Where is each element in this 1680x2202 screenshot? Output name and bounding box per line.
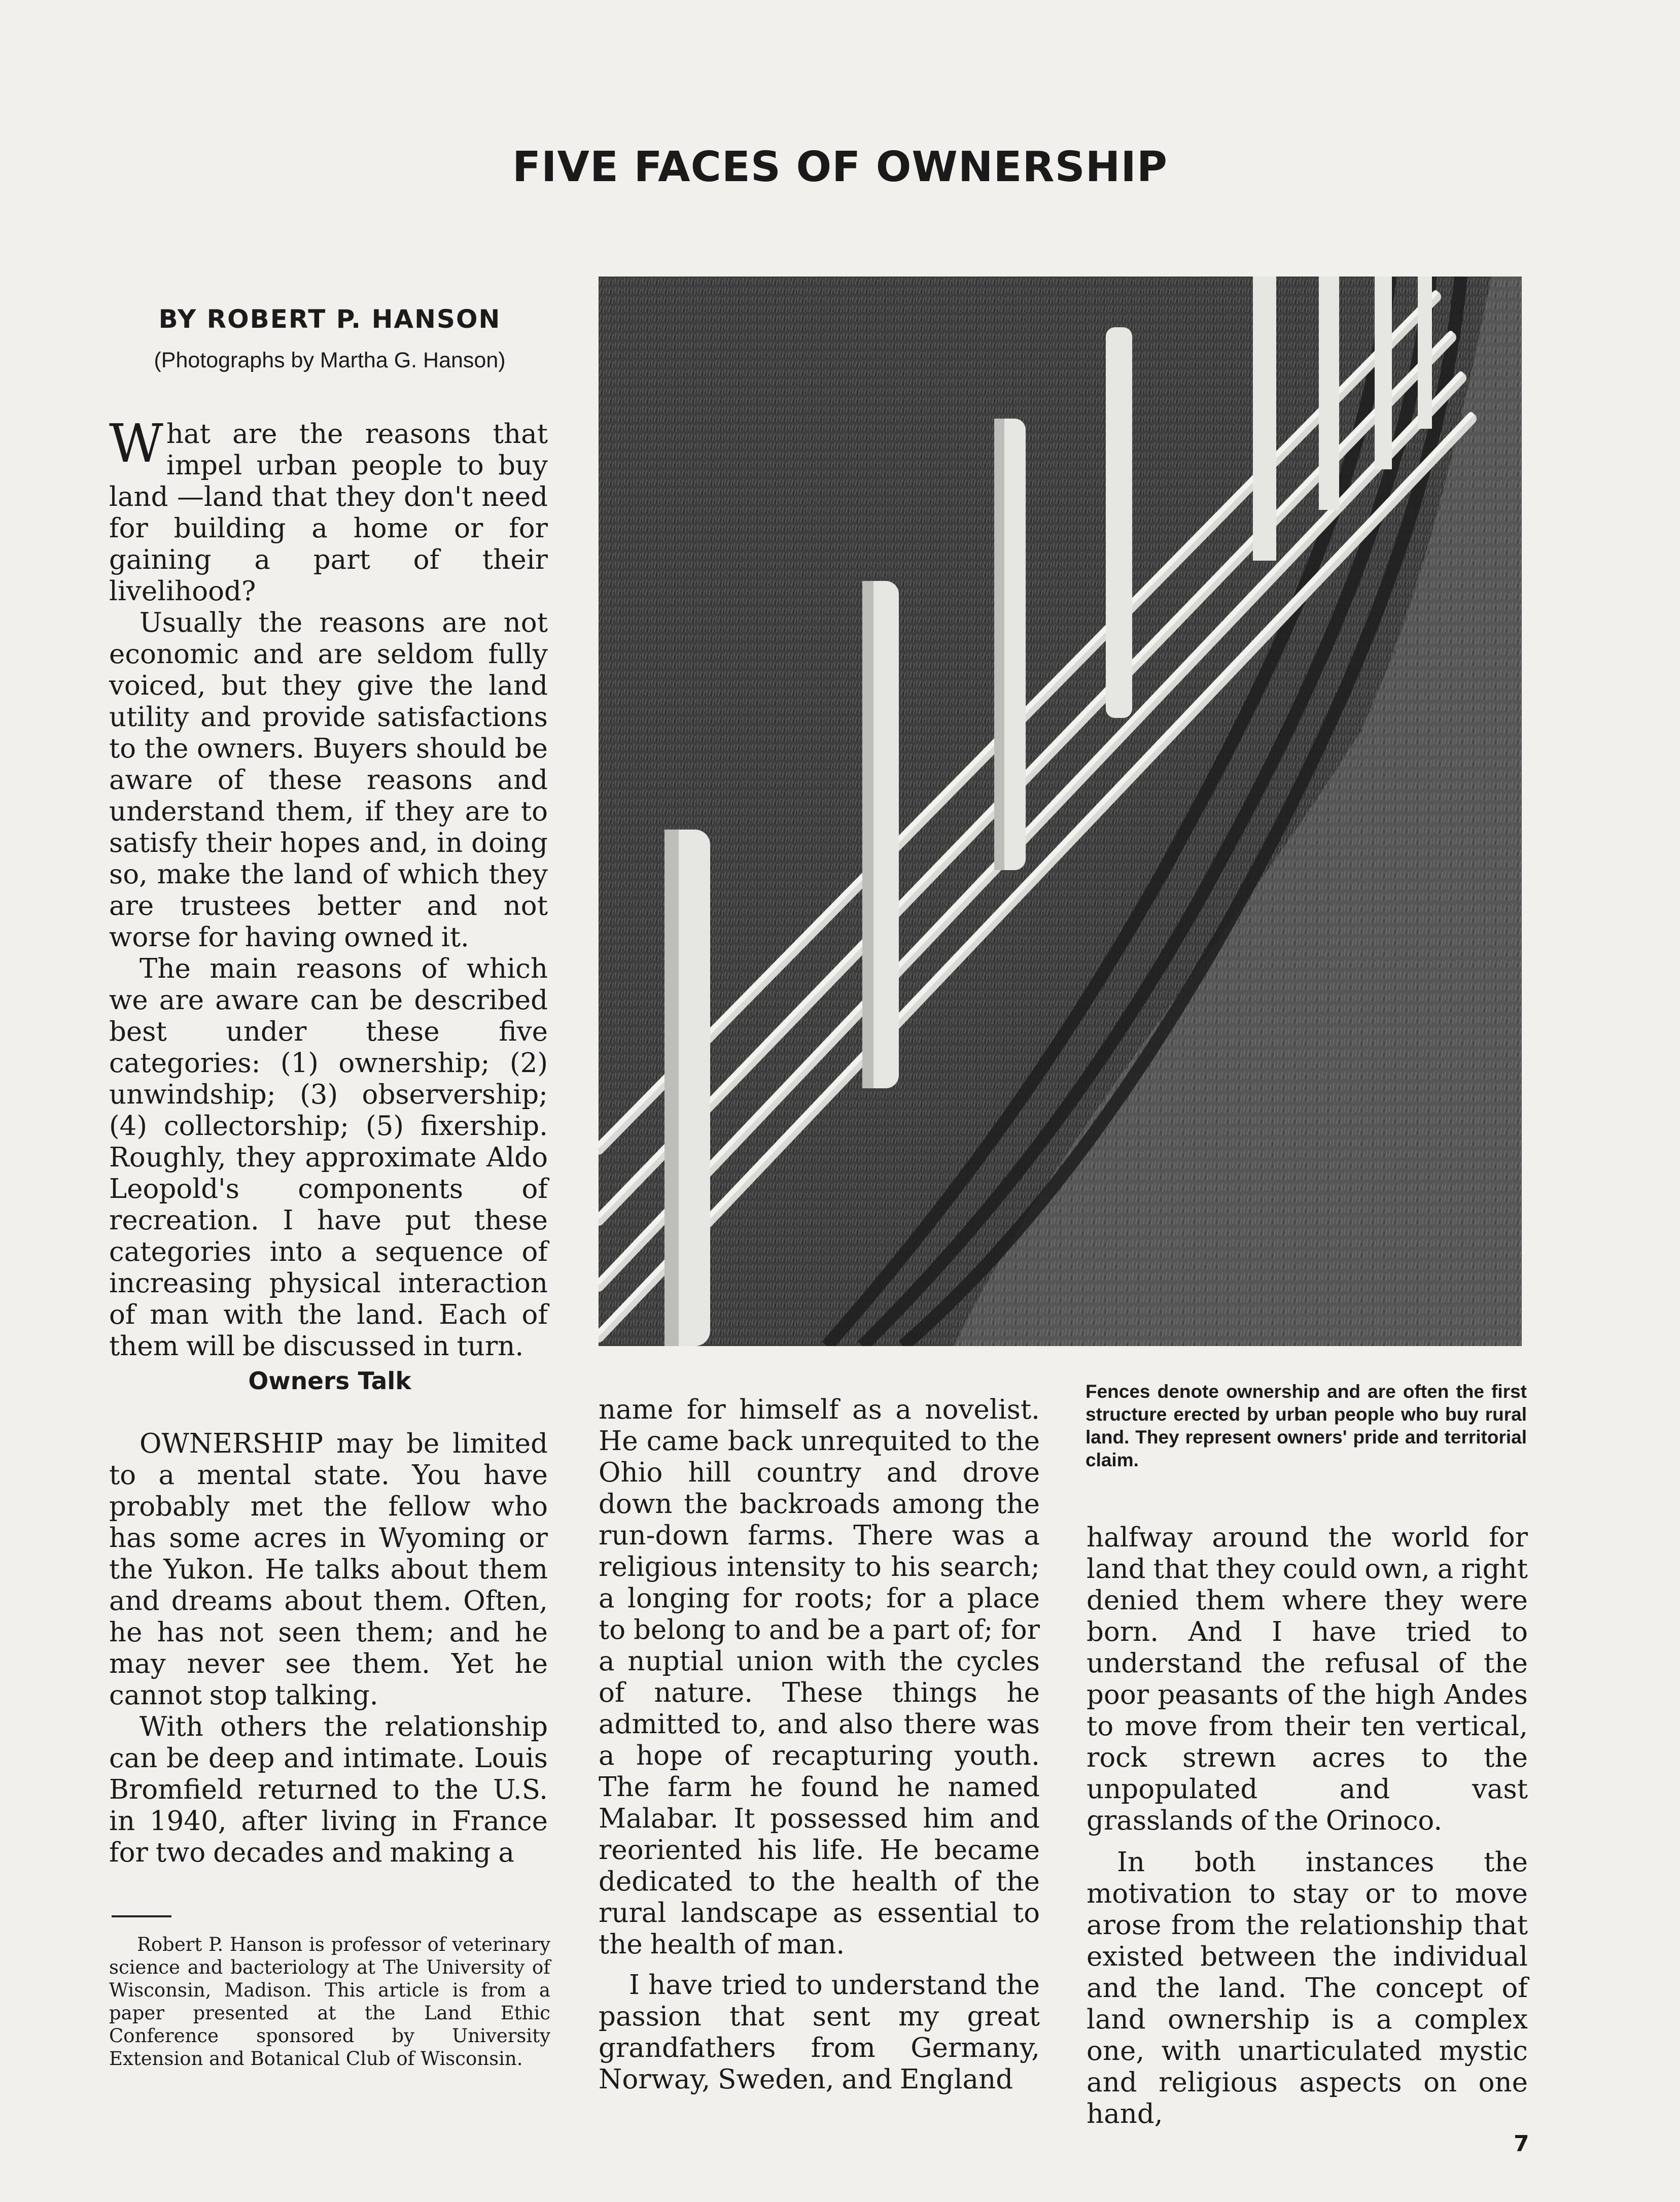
paragraph: halfway around the world for land that they could own, a right denied them where they were born. And I have tried to understand the refusal of the poor peasants of the high Andes to move from their ten vertical, rock strewn acres to the unpopulated and vast grasslands of the Orinoco. xyxy=(1087,1522,1528,1836)
footnote-text: Robert P. Hanson is professor of veterinary science and bacteriology at The University of Wisconsin, Madison. This article is from a paper presented at the Land Ethic Conference sponsored by University Extension and Botanical Club of Wisconsin. xyxy=(109,1934,550,2070)
fence-photo-icon xyxy=(599,277,1522,1346)
column-1-intro xyxy=(109,412,548,1362)
paragraph: With others the relationship can be deep and intimate. Louis Bromfield returned to the U.S. in 1940, after living in France for two decades and making a xyxy=(109,1711,548,1868)
paragraph: In both instances the motivation to stay or to move arose from the relationship that existed between the individual and the land. The concept of land ownership is a complex one, with unarticulated mystic and religious aspects on one hand, xyxy=(1087,1847,1528,2129)
drop-cap: W xyxy=(109,412,163,474)
footnote xyxy=(109,1933,550,2070)
footnote-rule xyxy=(112,1915,171,1917)
column-1-section xyxy=(109,1428,548,1869)
paragraph: Usually the reasons are not economic and are seldom fully voiced, but they give the land utility and provide satisfactions to the owners. Buyers should be aware of these reasons and understand them, if they are to satisfy their hopes and, in doing so, make the land of which they are trustees better and not worse for having owned it. xyxy=(109,607,548,953)
column-3 xyxy=(1087,1522,1528,2130)
column-2 xyxy=(599,1394,1040,2095)
page-number: 7 xyxy=(1514,2131,1529,2157)
section-heading: Owners Talk xyxy=(248,1367,411,1395)
paragraph: OWNERSHIP may be limited to a mental state. You have probably met the fellow who has some acres in Wyoming or the Yukon. He talks about them and dreams about them. Often, he has not seen them; and he may never see them. Yet he cannot stop talking. xyxy=(109,1428,548,1711)
paragraph: name for himself as a novelist. He came back unrequited to the Ohio hill country and drove down the backroads among the run-down farms. There was a religious intensity to his search; a longing for roots; for a place to belong to and be a part of; for a nuptial union with the cycles of nature. These things he admitted to, and also there was a hope of recapturing youth. The farm he found he named Malabar. It possessed him and reoriented his life. He became dedicated to the health of the rural landscape as essential to the health of man. xyxy=(599,1394,1040,1960)
paragraph: I have tried to understand the passion that sent my great grandfathers from Germany, Norway, Sweden, and England xyxy=(599,1970,1040,2095)
paragraph: The main reasons of which we are aware can be described best under these five categories: (1) ownership; (2) unwindship; (3) observership; (4) collectorship; (5) fixership. Roughly, they approximate Aldo Leopold's components of recreation. I have put these categories into a sequence of increasing physical interaction of man with the land. Each of them will be discussed in turn. xyxy=(109,953,548,1362)
article-title: FIVE FACES OF OWNERSHIP xyxy=(512,143,1168,191)
photo-caption: Fences denote ownership and are often the first structure erected by urban people who buy rural land. They represent owners' pride and territorial claim. xyxy=(1086,1381,1527,1470)
fence-photo xyxy=(599,277,1522,1346)
byline: BY ROBERT P. HANSON xyxy=(158,304,501,334)
paragraph: What are the reasons that impel urban people to buy land —land that they don't need for building a home or for gaining a part of their livelihood? xyxy=(109,412,548,607)
photo-credit: (Photographs by Martha G. Hanson) xyxy=(154,348,506,372)
